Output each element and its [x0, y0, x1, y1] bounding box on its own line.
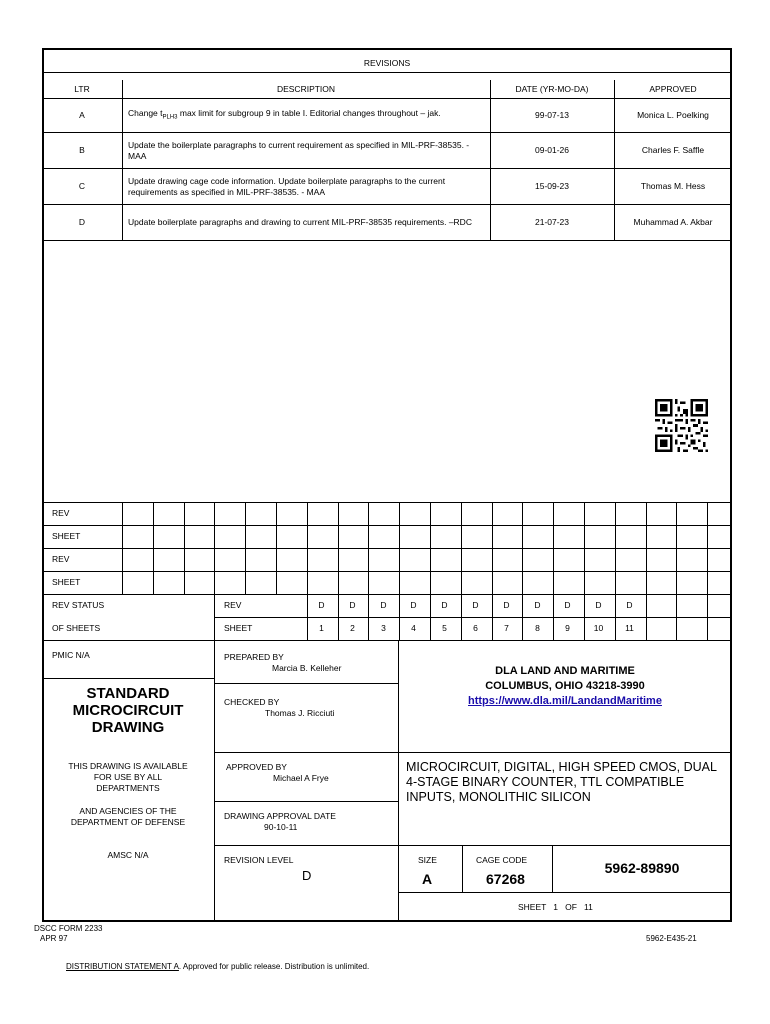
row-label-sheet-2: SHEET [52, 577, 81, 587]
sheet-number-cell: 4 [411, 623, 416, 633]
distribution-statement [66, 962, 369, 972]
sheet-number-cell: 9 [565, 623, 570, 633]
sheet-number-cell: 6 [473, 623, 478, 633]
grid-column-line [646, 502, 647, 640]
rev-ltr-d: D [78, 217, 86, 227]
approval-date: 90-10-11 [264, 822, 298, 832]
grid-column-line [153, 502, 154, 594]
grid-column-line [184, 502, 185, 594]
distribution-text: . Approved for public release. Distribution is unlimited. [178, 962, 370, 971]
rev-ltr-a: A [79, 110, 85, 120]
row-label-sheet-1: SHEET [52, 531, 81, 541]
header-description: DESCRIPTION [276, 83, 336, 94]
rev-date-d: 21-07-23 [534, 217, 570, 227]
rev-status-cell: D [441, 600, 448, 610]
size-value: A [422, 871, 433, 887]
checked-by-label: CHECKED BY [224, 697, 280, 707]
rev-ltr-b: B [79, 145, 85, 155]
sheet-number-cell: 11 [625, 623, 634, 633]
sheet-number-cell: 1 [319, 623, 324, 633]
revision-level-label: REVISION LEVEL [224, 855, 294, 865]
cage-code-value: 67268 [486, 871, 525, 887]
revisions-title: REVISIONS [363, 58, 411, 68]
sheet-number-cell: 10 [593, 623, 604, 633]
header-approved: APPROVED [649, 83, 697, 94]
sheet-number-cell: 2 [350, 623, 355, 633]
cage-code-label: CAGE CODE [476, 855, 528, 865]
prepared-by-name: Marcia B. Kelleher [272, 663, 342, 673]
approved-by-name: Michael A Frye [273, 773, 329, 783]
agencies-note: AND AGENCIES OF THE DEPARTMENT OF DEFENSE [70, 806, 186, 827]
header-date: DATE (YR-MO-DA) [515, 83, 589, 94]
rev-approved-d: Muhammad A. Akbar [633, 217, 713, 227]
sheet-number-cell: 5 [442, 623, 447, 633]
rev-status-cell: D [534, 600, 541, 610]
rev-ltr-c: C [78, 181, 86, 191]
row-label-rev-1: REV [52, 508, 70, 518]
sheet-number-cell: 8 [535, 623, 540, 633]
sheet-number-cell: 7 [504, 623, 509, 633]
rev-status-label: REV STATUS [52, 600, 105, 610]
org-name: DLA LAND AND MARITIME [495, 665, 635, 677]
rev-date-a: 99-07-13 [534, 110, 570, 120]
amsc-label: AMSC N/A [107, 850, 149, 860]
revision-level: D [302, 868, 312, 883]
rev-date-c: 15-09-23 [534, 181, 570, 191]
rev-approved-c: Thomas M. Hess [640, 181, 706, 191]
rev-status-cell: D [595, 600, 602, 610]
checked-by-name: Thomas J. Ricciuti [265, 708, 335, 718]
form-date: APR 97 [40, 934, 68, 943]
org-link[interactable]: https://www.dla.mil/LandandMaritime [468, 695, 662, 707]
rev-status-cell: D [503, 600, 510, 610]
availability-note: THIS DRAWING IS AVAILABLE FOR USE BY ALL DEPARTMENTS [68, 761, 188, 793]
size-label: SIZE [418, 855, 437, 865]
prepared-by-label: PREPARED BY [224, 652, 284, 662]
standard-microcircuit-title: STANDARD MICROCIRCUIT DRAWING [72, 685, 184, 736]
rev-label: REV [224, 600, 242, 610]
of-sheets-label: OF SHEETS [52, 623, 101, 633]
org-address: COLUMBUS, OHIO 43218-3990 [485, 680, 645, 692]
rev-date-b: 09-01-26 [534, 145, 570, 155]
form-number: DSCC FORM 2233 [34, 924, 103, 933]
approval-date-label: DRAWING APPROVAL DATE [224, 811, 336, 821]
header-ltr: LTR [74, 83, 90, 94]
rev-status-cell: D [626, 600, 633, 610]
document-code: 5962-E435-21 [646, 934, 697, 943]
rev-desc-d: Update boilerplate paragraphs and drawing to current MIL-PRF-38535 requirements. –RDC [128, 217, 472, 227]
rev-status-cell: D [410, 600, 417, 610]
grid-column-line [676, 502, 677, 640]
org-block [398, 664, 732, 709]
grid-column-line [245, 502, 246, 594]
grid-column-line [707, 502, 708, 640]
rev-desc-b: Update the boilerplate paragraphs to current requirement as specified in MIL-PRF-38535. - MAA [128, 139, 470, 161]
approved-by-label: APPROVED BY [226, 762, 287, 772]
rev-status-cell: D [349, 600, 356, 610]
qr-code-icon [655, 399, 708, 452]
grid-column-line [276, 502, 277, 594]
rev-status-cell: D [472, 600, 479, 610]
rev-approved-b: Charles F. Saffle [641, 145, 705, 155]
rev-desc-a: Change $t_{PLH3}$ max limit for subgroup 9 in table I. Editorial changes throughout – jak. [128, 107, 441, 121]
rev-desc-c: Update drawing cage code information. Update boilerplate paragraphs to the current requirements as specified in MIL-PRF-38535. - MAA [128, 175, 446, 197]
sheet-label: SHEET [224, 623, 253, 633]
drawing-number: 5962-89890 [604, 860, 680, 876]
rev-status-cell: D [318, 600, 325, 610]
rev-status-cell: D [380, 600, 387, 610]
grid-column-line [214, 502, 215, 594]
distribution-label: DISTRIBUTION STATEMENT A [66, 962, 179, 971]
sheet-of-label: SHEET 1 OF 11 [518, 902, 593, 912]
drawing-title: MICROCIRCUIT, DIGITAL, HIGH SPEED CMOS, DUAL 4-STAGE BINARY COUNTER, TTL COMPATIBLE INPUTS, MONOLITHIC SILICON [406, 760, 717, 804]
grid-column-line [122, 502, 123, 594]
sheet-number-cell: 3 [381, 623, 386, 633]
rev-status-cell: D [564, 600, 571, 610]
rev-approved-a: Monica L. Poelking [637, 110, 709, 120]
pmic-label: PMIC N/A [52, 650, 90, 660]
row-label-rev-2: REV [52, 554, 70, 564]
